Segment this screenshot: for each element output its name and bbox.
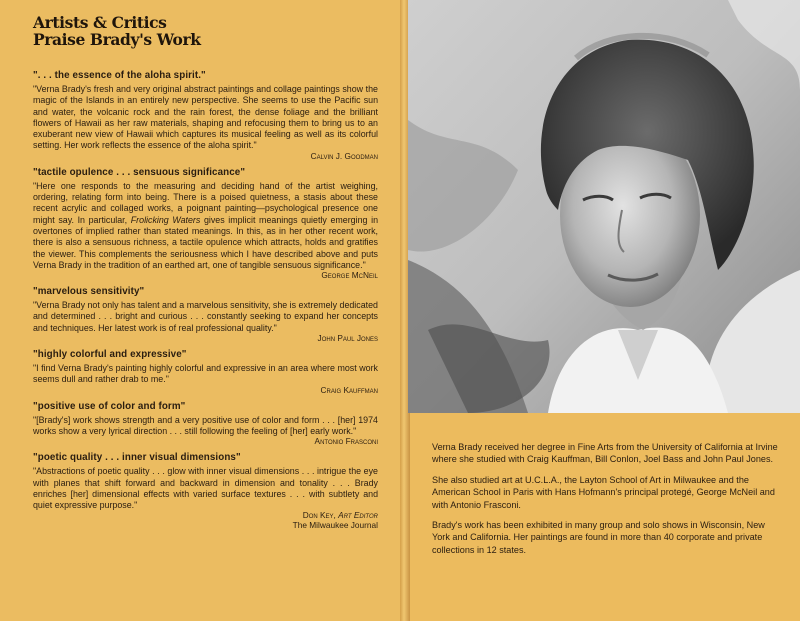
bio-paragraph: Brady's work has been exhibited in many group and solo shows in Wisconsin, New York and California. Her paintings are found in more than 40 corporate and private collections in 12 states. — [432, 520, 765, 555]
quotes-list — [33, 70, 378, 530]
headline — [33, 14, 201, 48]
attribution-name: Don Key, — [302, 510, 339, 521]
bio-paragraph: Verna Brady received her degree in Fine Arts from the University of California at Irvine where she studied with Craig Kauffman, Bill Conlon, Joel Bass and John Paul Jones. — [432, 442, 778, 465]
quote-body: "Verna Brady's fresh and very original abstract paintings and collage paintings show the magic of the Islands in an entirely new perspective. She seems to use the Pacific sun and water, the volcanic rock and the rain forest, the dense foliage and the brilliant flowers of Hawaii as her raw materials, shaping and refocusing them to bring us to an exuberant new view of Hawaii which captures its musical feeling as well as its colorful setting. Her work reflects the essence of the aloha spirit." — [33, 84, 378, 151]
quote-heading: "poetic quality . . . inner visual dimensions" — [33, 452, 241, 464]
quote-attribution: Antonio Frasconi — [314, 436, 378, 447]
quote-heading: "tactile opulence . . . sensuous significance" — [33, 166, 246, 178]
quote-body-text: "Here one responds to the measuring and deciding hand of the artist weighing, ordering, relating form into being. There is a poised quietness, a stasis about these recent acrylic and collaged works, a poignant painting—psychological presence one might say. In particular, — [33, 180, 378, 225]
quote-attribution — [33, 510, 378, 520]
bio-section — [432, 441, 782, 564]
artist-portrait-photo — [408, 0, 800, 413]
bio-paragraph: She also studied art at U.C.L.A., the Layton School of Art in Milwaukee and the American School in Paris with Hans Hofmann's principal protegé, George McNeil and with Antonio Frasconi. — [432, 474, 775, 510]
quote-body: "Abstractions of poetic quality . . . glow with inner visual dimensions . . . intrigue the eye with planes that shift forward and backward in dimension and tonality . . . Brady enriches [her] dimensional effects with varied surface textures . . . with subtlety and quiet expressive purpose." — [33, 466, 378, 511]
quote-body: "Verna Brady not only has talent and a marvelous sensitivity, she is extremely dedicated and determined . . . bright and curious . . . constantly seeking to expand her concepts and techniques. Her latest work is of real professional quality." — [33, 300, 378, 333]
quote-body — [33, 181, 378, 271]
quote-attribution: Calvin J. Goodman — [310, 150, 378, 161]
attribution-title: Art Editor — [338, 510, 378, 521]
quote-heading: "marvelous sensitivity" — [33, 286, 145, 298]
quote-body: "I find Verna Brady's painting highly colorful and expressive in an area where most work seems dull and rather drab to me." — [33, 363, 378, 385]
quote-heading: "positive use of color and form" — [33, 400, 186, 412]
quote-heading: ". . . the essence of the aloha spirit." — [33, 70, 206, 81]
quote-body: "[Brady's] work shows strength and a very positive use of color and form . . . [her] 1974 works show a very lyrical direction . . . still following the feeling of [her] early work." — [33, 414, 378, 436]
quote-body-text: gives implicit meanings quietly emerging in overtones of implied rather than stated meanings. In this, as in her other recent work, there is also a sensuous richness, a tactile opulence which attracts, holds and gratifies the viewer. This complements the seriousness which I have described above and puts Verna Brady in the tradition of an earthed art, one of tangible sensuous significance." — [33, 214, 379, 270]
headline-line-1: Artists & Critics — [33, 13, 167, 32]
headline-line-2: Praise Brady's Work — [33, 30, 201, 49]
artwork-title: Frolicking Waters — [130, 214, 201, 225]
attribution-source: The Milwaukee Journal — [292, 520, 378, 531]
quote-heading: "highly colorful and expressive" — [33, 349, 187, 361]
quote-attribution: Craig Kauffman — [320, 384, 378, 395]
quote-attribution: John Paul Jones — [317, 333, 378, 344]
quote-attribution: George McNeil — [321, 270, 378, 281]
